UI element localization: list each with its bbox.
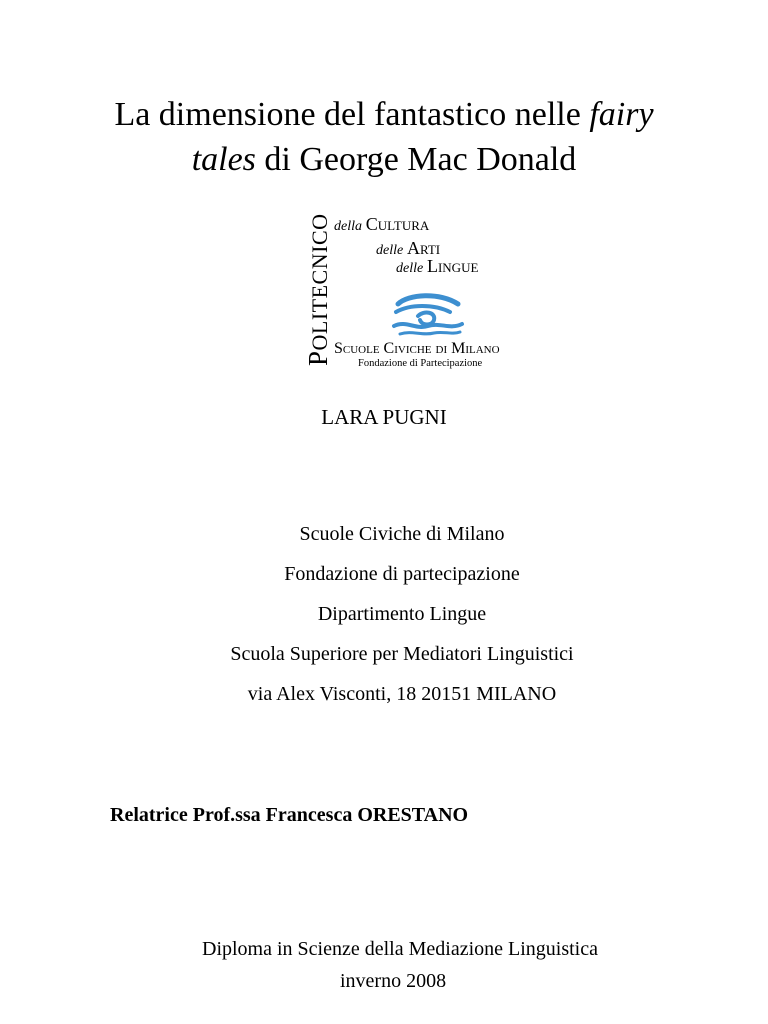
- title-part-2: di George Mac Donald: [255, 141, 577, 178]
- logo-vertical-rest: OLITECNICO: [307, 213, 332, 351]
- address-line: Scuole Civiche di Milano: [299, 523, 505, 545]
- date-line: inverno 2008: [340, 970, 447, 992]
- logo-line-cultura-word: Cultura: [365, 214, 430, 234]
- logo-line-lingue: [396, 256, 478, 277]
- title-part-1: La dimensione del fantastico nelle: [114, 96, 590, 133]
- logo-line-arti-word: Arti: [406, 238, 441, 258]
- supervisor-line: Relatrice Prof.ssa Francesca ORESTANO: [110, 804, 469, 826]
- address-line: Fondazione di partecipazione: [284, 563, 520, 585]
- logo-vertical-text: [303, 213, 334, 366]
- logo-scuole-civiche: Scuole Civiche di Milano: [334, 340, 500, 357]
- logo-vertical-initial: P: [303, 350, 333, 366]
- logo-fondazione: Fondazione di Partecipazione: [358, 358, 483, 369]
- address-line: Scuola Superiore per Mediatori Linguistici: [230, 643, 574, 665]
- author-name: LARA PUGNI: [321, 405, 447, 429]
- logo-line-arti-prefix: delle: [376, 243, 404, 258]
- title-italic-1: fairy: [589, 96, 654, 133]
- logo-line-cultura: [334, 214, 429, 235]
- logo-line-lingue-word: Lingue: [426, 256, 479, 276]
- logo-line-lingue-prefix: delle: [396, 261, 424, 276]
- logo-wave-mark-icon: [388, 290, 468, 338]
- document-title: [40, 92, 728, 182]
- title-italic-2: tales: [191, 141, 256, 178]
- address-line: via Alex Visconti, 18 20151 MILANO: [247, 683, 557, 705]
- diploma-line: Diploma in Scienze della Mediazione Linguistica: [202, 938, 598, 960]
- address-line: Dipartimento Lingue: [317, 603, 487, 625]
- logo-line-cultura-prefix: della: [334, 219, 362, 234]
- institution-address: [0, 514, 768, 714]
- politecnico-logo: [300, 208, 540, 376]
